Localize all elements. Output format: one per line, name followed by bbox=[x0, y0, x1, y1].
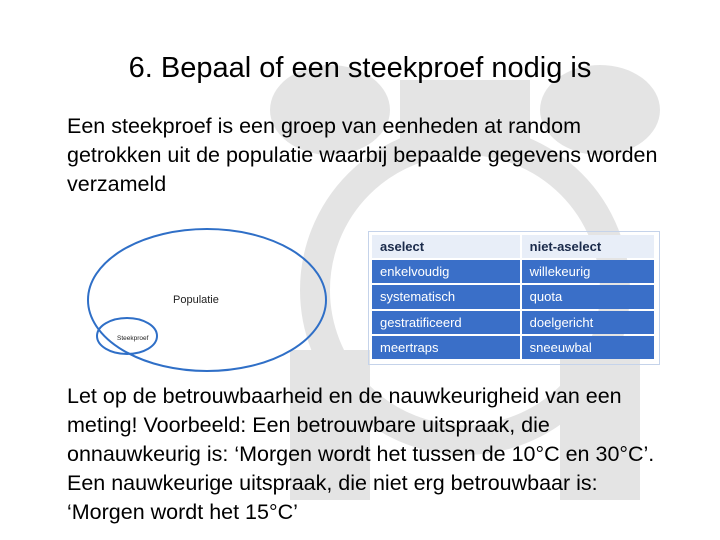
intro-paragraph: Een steekproef is een groep van eenheden at random getrokken uit de populatie waarbij bepaalde gegevens worden verzameld bbox=[67, 114, 658, 196]
table-row bbox=[372, 311, 654, 334]
table-row bbox=[372, 336, 654, 359]
sample-label: Steekproef bbox=[117, 335, 149, 342]
population-sample-diagram bbox=[85, 225, 330, 375]
table-cell: meertraps bbox=[372, 336, 520, 359]
note-paragraph: Let op de betrouwbaarheid en de nauwkeurigheid van een meting! Voorbeeld: Een betrouwbare uitspraak, die onnauwkeurig is: ‘Morgen wordt het tussen de 10°C en 30°C’. Een nauwkeurige uitspraak, die niet erg betrouwbaar is: ‘Morgen wordt het 15°C’ bbox=[67, 384, 655, 524]
table-cell: enkelvoudig bbox=[372, 260, 520, 283]
table-cell: willekeurig bbox=[522, 260, 654, 283]
table-cell: systematisch bbox=[372, 285, 520, 308]
table-header-row bbox=[372, 235, 654, 258]
table-cell: doelgericht bbox=[522, 311, 654, 334]
table-row bbox=[372, 260, 654, 283]
table-cell: quota bbox=[522, 285, 654, 308]
table-cell: sneeuwbal bbox=[522, 336, 654, 359]
population-label: Populatie bbox=[173, 294, 219, 306]
table-cell: gestratificeerd bbox=[372, 311, 520, 334]
table-row bbox=[372, 285, 654, 308]
sampling-methods-table bbox=[370, 233, 656, 361]
header-aselect: aselect bbox=[372, 235, 520, 258]
header-niet-aselect: niet-aselect bbox=[522, 235, 654, 258]
page-title: 6. Bepaal of een steekproef nodig is bbox=[128, 52, 592, 84]
